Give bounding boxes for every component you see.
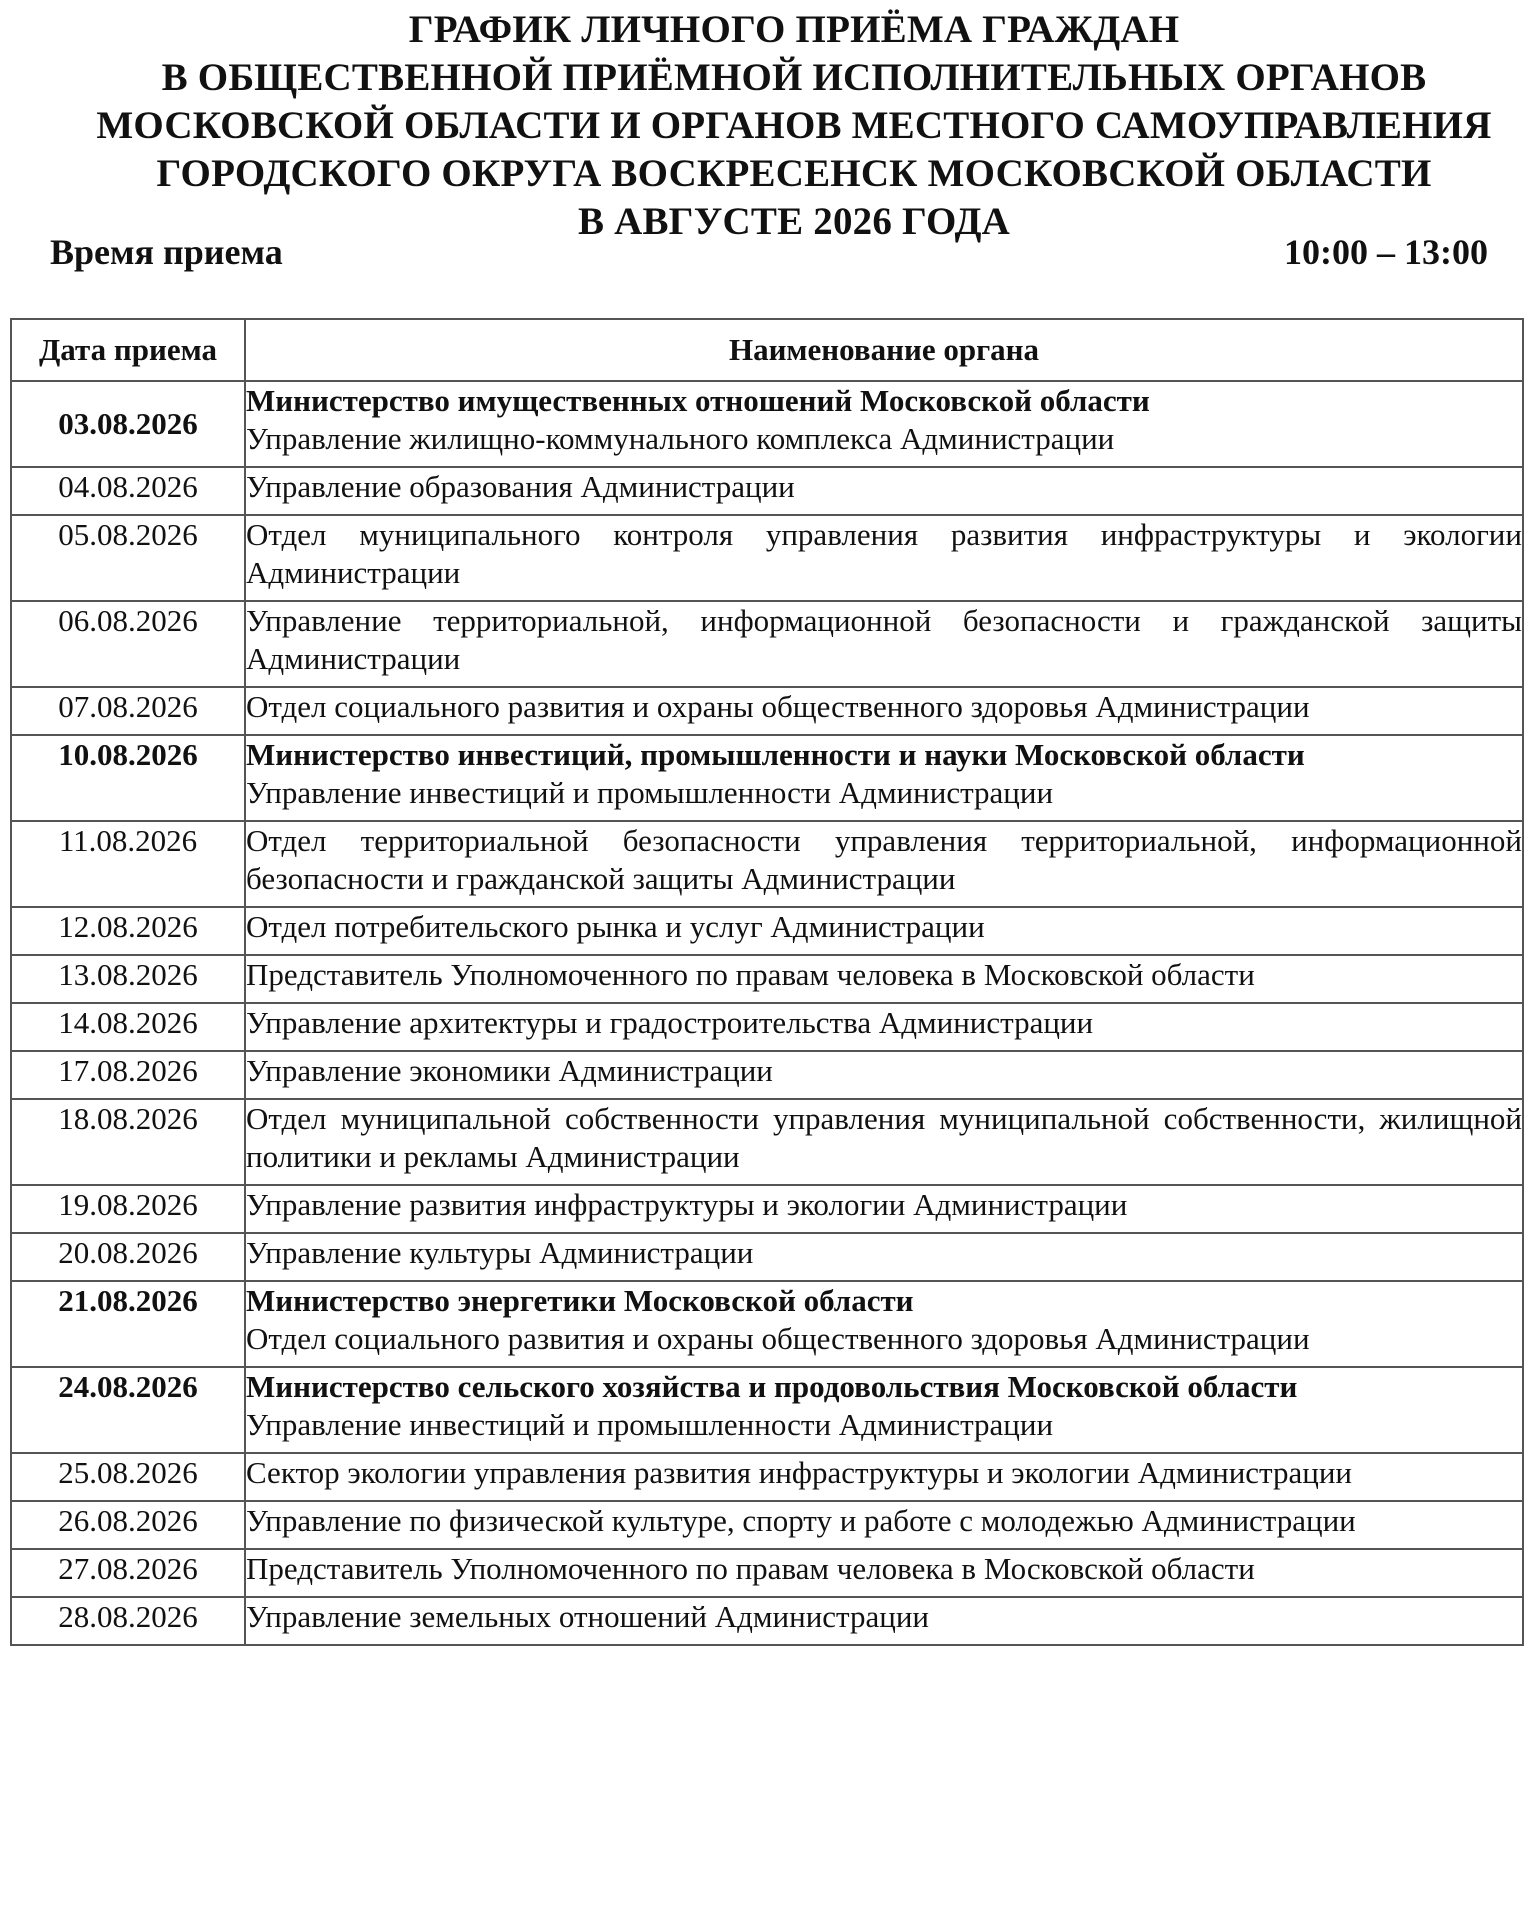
cell-date: 04.08.2026 bbox=[11, 467, 245, 515]
cell-org bbox=[245, 955, 1523, 1003]
cell-org bbox=[245, 601, 1523, 687]
cell-date: 20.08.2026 bbox=[11, 1233, 245, 1281]
cell-date: 07.08.2026 bbox=[11, 687, 245, 735]
org-name: Отдел социального развития и охраны общественного здоровья Администрации bbox=[246, 689, 1310, 724]
header-date: Дата приема bbox=[11, 319, 245, 381]
header-org: Наименование органа bbox=[245, 319, 1523, 381]
cell-org bbox=[245, 687, 1523, 735]
table-row bbox=[11, 955, 1523, 1003]
org-name: Управление по физической культуре, спорту и работе с молодежью Администрации bbox=[246, 1503, 1356, 1538]
table-header-row bbox=[11, 319, 1523, 381]
table-row bbox=[11, 821, 1523, 907]
cell-org bbox=[245, 1281, 1523, 1367]
cell-org bbox=[245, 1501, 1523, 1549]
cell-date: 17.08.2026 bbox=[11, 1051, 245, 1099]
reception-time-value: 10:00 – 13:00 bbox=[1284, 232, 1488, 272]
table-row bbox=[11, 1051, 1523, 1099]
table-row bbox=[11, 467, 1523, 515]
reception-time-label: Время приема bbox=[50, 232, 283, 272]
table-row bbox=[11, 1281, 1523, 1367]
cell-date: 14.08.2026 bbox=[11, 1003, 245, 1051]
title-line: ГОРОДСКОГО ОКРУГА ВОСКРЕСЕНСК МОСКОВСКОЙ ОБЛАСТИ bbox=[156, 152, 1432, 195]
table-row bbox=[11, 907, 1523, 955]
org-name: Управление жилищно-коммунального комплекса Администрации bbox=[246, 421, 1115, 456]
table-row bbox=[11, 1501, 1523, 1549]
table-row bbox=[11, 381, 1523, 467]
cell-org bbox=[245, 1185, 1523, 1233]
cell-date: 24.08.2026 bbox=[11, 1367, 245, 1453]
table-row bbox=[11, 1233, 1523, 1281]
cell-date: 12.08.2026 bbox=[11, 907, 245, 955]
cell-date: 25.08.2026 bbox=[11, 1453, 245, 1501]
cell-org bbox=[245, 1003, 1523, 1051]
table-row bbox=[11, 1003, 1523, 1051]
table-row bbox=[11, 1453, 1523, 1501]
cell-org bbox=[245, 1099, 1523, 1185]
org-name: Управление экономики Администрации bbox=[246, 1053, 773, 1088]
cell-org bbox=[245, 515, 1523, 601]
table-row bbox=[11, 1367, 1523, 1453]
cell-org bbox=[245, 1233, 1523, 1281]
ministry-name: Министерство инвестиций, промышленности и науки Московской области bbox=[246, 737, 1305, 772]
schedule-table bbox=[10, 318, 1524, 1646]
cell-date: 27.08.2026 bbox=[11, 1549, 245, 1597]
schedule-body bbox=[11, 381, 1523, 1645]
title-line: В АВГУСТЕ 2026 ГОДА bbox=[577, 200, 1011, 243]
cell-date: 13.08.2026 bbox=[11, 955, 245, 1003]
table-row bbox=[11, 1099, 1523, 1185]
org-name: Отдел территориальной безопасности управления территориальной, информационной безопасности и гражданской защиты Администрации bbox=[246, 823, 1522, 896]
cell-org bbox=[245, 467, 1523, 515]
document-title bbox=[60, 6, 1528, 246]
table-row bbox=[11, 1597, 1523, 1645]
ministry-name: Министерство имущественных отношений Московской области bbox=[246, 383, 1150, 418]
cell-date: 21.08.2026 bbox=[11, 1281, 245, 1367]
org-name: Управление инвестиций и промышленности Администрации bbox=[246, 1407, 1054, 1442]
title-line: МОСКОВСКОЙ ОБЛАСТИ И ОРГАНОВ МЕСТНОГО САМОУПРАВЛЕНИЯ bbox=[96, 104, 1492, 147]
cell-org bbox=[245, 1051, 1523, 1099]
table-row bbox=[11, 515, 1523, 601]
org-name: Отдел муниципального контроля управления развития инфраструктуры и экологии Администрации bbox=[246, 517, 1522, 590]
org-name: Отдел социального развития и охраны общественного здоровья Администрации bbox=[246, 1321, 1310, 1356]
org-name: Управление культуры Администрации bbox=[246, 1235, 754, 1270]
cell-date: 28.08.2026 bbox=[11, 1597, 245, 1645]
cell-org bbox=[245, 907, 1523, 955]
cell-date: 03.08.2026 bbox=[11, 381, 245, 467]
cell-date: 10.08.2026 bbox=[11, 735, 245, 821]
cell-date: 11.08.2026 bbox=[11, 821, 245, 907]
org-name: Управление развития инфраструктуры и экологии Администрации bbox=[246, 1187, 1128, 1222]
table-row bbox=[11, 1549, 1523, 1597]
ministry-name: Министерство сельского хозяйства и продовольствия Московской области bbox=[246, 1369, 1298, 1404]
org-name: Отдел потребительского рынка и услуг Администрации bbox=[246, 909, 985, 944]
ministry-name: Министерство энергетики Московской области bbox=[246, 1283, 914, 1318]
cell-org bbox=[245, 735, 1523, 821]
org-name: Управление образования Администрации bbox=[246, 469, 795, 504]
reception-time-row bbox=[50, 228, 1488, 276]
org-name: Отдел муниципальной собственности управления муниципальной собственности, жилищной политики и рекламы Администрации bbox=[246, 1101, 1522, 1174]
org-name: Управление инвестиций и промышленности Администрации bbox=[246, 775, 1054, 810]
org-name: Представитель Уполномоченного по правам человека в Московской области bbox=[246, 957, 1255, 992]
cell-date: 26.08.2026 bbox=[11, 1501, 245, 1549]
table-row bbox=[11, 735, 1523, 821]
org-name: Управление территориальной, информационной безопасности и гражданской защиты Администрации bbox=[246, 603, 1522, 676]
cell-org bbox=[245, 1367, 1523, 1453]
org-name: Управление архитектуры и градостроительства Администрации bbox=[246, 1005, 1094, 1040]
title-line: В ОБЩЕСТВЕННОЙ ПРИЁМНОЙ ИСПОЛНИТЕЛЬНЫХ ОРГАНОВ bbox=[161, 56, 1427, 99]
cell-date: 18.08.2026 bbox=[11, 1099, 245, 1185]
org-name: Сектор экологии управления развития инфраструктуры и экологии Администрации bbox=[246, 1455, 1352, 1490]
table-row bbox=[11, 601, 1523, 687]
title-line: ГРАФИК ЛИЧНОГО ПРИЁМА ГРАЖДАН bbox=[408, 8, 1180, 51]
cell-org bbox=[245, 1549, 1523, 1597]
cell-date: 06.08.2026 bbox=[11, 601, 245, 687]
table-row bbox=[11, 1185, 1523, 1233]
cell-org bbox=[245, 381, 1523, 467]
org-name: Представитель Уполномоченного по правам человека в Московской области bbox=[246, 1551, 1255, 1586]
cell-org bbox=[245, 1597, 1523, 1645]
cell-org bbox=[245, 1453, 1523, 1501]
cell-date: 19.08.2026 bbox=[11, 1185, 245, 1233]
org-name: Управление земельных отношений Администрации bbox=[246, 1599, 930, 1634]
table-row bbox=[11, 687, 1523, 735]
cell-org bbox=[245, 821, 1523, 907]
cell-date: 05.08.2026 bbox=[11, 515, 245, 601]
